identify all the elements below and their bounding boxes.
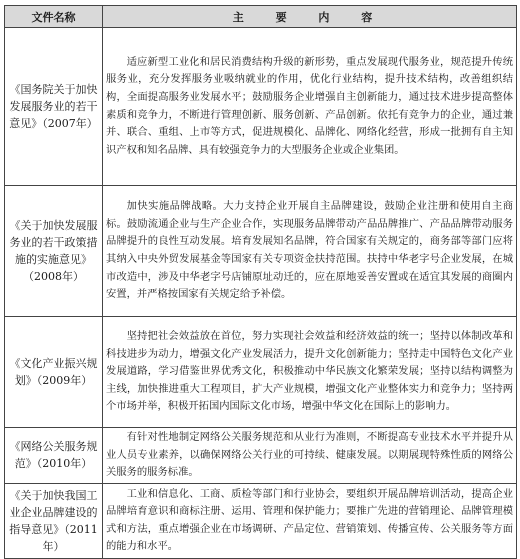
row-content: 坚持把社会效益放在首位，努力实现社会效益和经济效益的统一；坚持以体制改革和科技进步为动力，增强文化产业发展活力，提升文化创新能力；坚持走中国特色文化产业发展道路，学习借鉴世界优秀文化，积极推动中华民族文化繁荣发展；坚持以结构调整为主线，加快推进重大工程项目，扩大产业规模，增强文化产业整体实力和竞争力；坚持两个市场并举，积极开拓国内国际文化市场，增强中华文化在国际上的影响力。 xyxy=(103,317,517,428)
row-file-name: 《网络公关服务规范》（2010年） xyxy=(5,428,103,484)
table-row xyxy=(5,428,517,484)
header-main-content xyxy=(103,6,517,28)
header-file-name: 文件名称 xyxy=(5,6,103,28)
row-file-name: 《关于加快我国工业企业品牌建设的指导意见》（2011年） xyxy=(5,483,103,558)
row-content: 工业和信息化、工商、质检等部门和行业协会，要组织开展品牌培训活动，提高企业品牌培育意识和商标注册、运用、管理和保护能力；要推广先进的营销理论、品牌管理模式和方法，重点增强企业在市场调研、产品定位、营销策划、传播宣传、公关服务等方面的能力和水平。 xyxy=(103,483,517,558)
row-file-name: 《关于加快发展服务业的若干政策措施的实施意见》（2008年） xyxy=(5,186,103,317)
policy-documents-table xyxy=(4,5,517,559)
header-main-content-label: 主 要 内 容 xyxy=(232,10,387,24)
table-row xyxy=(5,483,517,558)
row-file-name: 《文化产业振兴规划》（2009年） xyxy=(5,317,103,428)
table-row xyxy=(5,317,517,428)
table-header-row xyxy=(5,6,517,28)
row-content: 有针对性地制定网络公关服务规范和从业行为准则，不断提高专业技术水平并提升从业人员专业素养，以确保网络公关行业的可持续、健康发展。以期展现特殊性质的网络公关服务的服务标准。 xyxy=(103,428,517,484)
table-row xyxy=(5,28,517,186)
row-content: 加快实施品牌战略。大力支持企业开展自主品牌建设，鼓励企业注册和使用自主商标。鼓励流通企业与生产企业合作，实现服务品牌带动产品品牌推广、产品品牌带动服务品牌提升的良性互动发展。培育发展知名品牌，符合国家有关规定的，商务部等部门应将其纳入中央外贸发展基金等国家有关专项资金扶持范围。扶持中华老字号企业发展，在城市改造中，涉及中华老字号店铺原址动迁的，应在原地妥善安置或在适宜其发展的商圈内安置，并严格按国家有关规定给予补偿。 xyxy=(103,186,517,317)
table-row xyxy=(5,186,517,317)
row-file-name: 《国务院关于加快发展服务业的若干意见》（2007年） xyxy=(5,28,103,186)
row-content: 适应新型工业化和居民消费结构升级的新形势，重点发展现代服务业，规范提升传统服务业，充分发挥服务业吸纳就业的作用，优化行业结构，提升技术结构，改善组织结构，全面提高服务业发展水平；鼓励服务企业增强自主创新能力，通过技术进步提高整体素质和竞争力，不断进行管理创新、服务创新、产品创新。依托有竞争力的企业，通过兼并、联合、重组、上市等方式，促进规模化、品牌化、网络化经营，形成一批拥有自主知识产权和知名品牌、具有较强竞争力的大型服务企业或企业集团。 xyxy=(103,28,517,186)
document-table-container xyxy=(4,5,516,559)
